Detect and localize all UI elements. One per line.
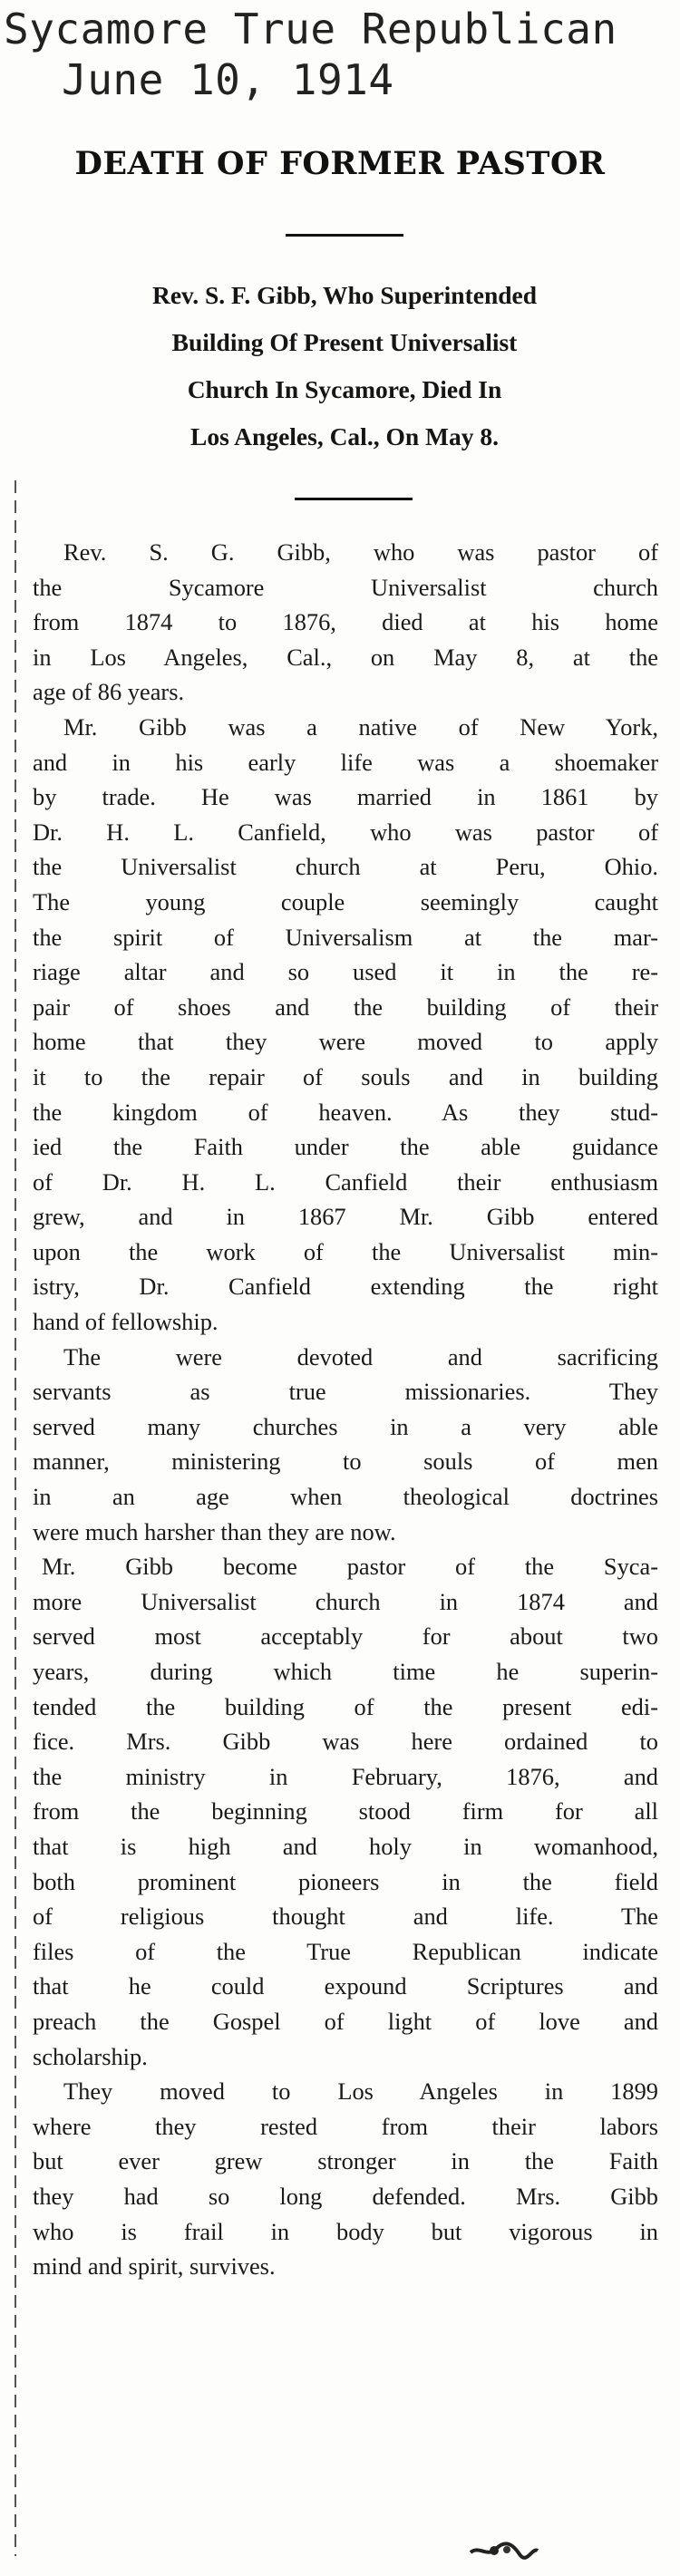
article-line: they had so long defended. Mrs. Gibb bbox=[33, 2182, 658, 2210]
article-line: the Universalist church at Peru, Ohio. bbox=[33, 853, 658, 881]
publication-date: June 10, 1914 bbox=[62, 55, 394, 104]
ink-smudge-mark bbox=[467, 2538, 539, 2563]
article-line: servants as true missionaries. They bbox=[33, 1378, 658, 1406]
article-line: the ministry in February, 1876, and bbox=[33, 1762, 658, 1790]
article-line: that he could expound Scriptures and bbox=[33, 1972, 658, 2000]
article-line: and in his early life was a shoemaker bbox=[33, 748, 658, 776]
article-line: The were devoted and sacrificing bbox=[63, 1342, 658, 1370]
article-body bbox=[33, 535, 658, 2284]
article-line: home that they were moved to apply bbox=[33, 1028, 658, 1056]
subhead-divider bbox=[295, 498, 413, 500]
article-line: Dr. H. L. Canfield, who was pastor of bbox=[33, 818, 658, 846]
article-line: fice. Mrs. Gibb was here ordained to bbox=[33, 1728, 658, 1756]
article-line: from 1874 to 1876, died at his home bbox=[33, 608, 658, 636]
headline: DEATH OF FORMER PASTOR bbox=[74, 145, 606, 182]
newspaper-name: Sycamore True Republican bbox=[4, 5, 617, 53]
article-line: where they rested from their labors bbox=[33, 2112, 658, 2140]
article-line: more Universalist church in 1874 and bbox=[33, 1587, 658, 1615]
article-line: both prominent pioneers in the field bbox=[33, 1867, 658, 1895]
article-line: who is frail in body but vigorous in bbox=[33, 2217, 658, 2245]
article-line: by trade. He was married in 1861 by bbox=[33, 783, 658, 811]
article-paragraph bbox=[33, 1340, 658, 1550]
article-line: upon the work of the Universalist min- bbox=[33, 1237, 658, 1265]
article-line: pair of shoes and the building of their bbox=[33, 993, 658, 1021]
article-line: tended the building of the present edi- bbox=[33, 1692, 658, 1720]
article-line: istry, Dr. Canfield extending the right bbox=[33, 1273, 658, 1301]
article-paragraph bbox=[33, 1549, 658, 2074]
article-line: hand of fellowship. bbox=[33, 1308, 219, 1336]
article-line: but ever grew stronger in the Faith bbox=[33, 2147, 658, 2175]
article-line: in Los Angeles, Cal., on May 8, at the bbox=[33, 643, 658, 671]
article-line: age of 86 years. bbox=[33, 678, 185, 706]
article-line: grew, and in 1867 Mr. Gibb entered bbox=[33, 1203, 658, 1231]
article-line: They moved to Los Angeles in 1899 bbox=[63, 2077, 658, 2106]
article-line: scholarship. bbox=[33, 2042, 148, 2070]
article-paragraph bbox=[33, 535, 658, 710]
article-line: Rev. S. G. Gibb, who was pastor of bbox=[63, 538, 658, 566]
article-line: ied the Faith under the able guidance bbox=[33, 1133, 658, 1161]
subhead-line: Church In Sycamore, Died In bbox=[187, 375, 502, 403]
subhead-line: Los Angeles, Cal., On May 8. bbox=[190, 422, 499, 450]
article-line: files of the True Republican indicate bbox=[33, 1937, 658, 1965]
article-paragraph bbox=[33, 2074, 658, 2284]
article-line: in an age when theological doctrines bbox=[33, 1483, 658, 1511]
article-line: riage altar and so used it in the re- bbox=[33, 958, 658, 986]
article-line: preach the Gospel of light of love and bbox=[33, 2007, 658, 2035]
masthead bbox=[0, 4, 680, 105]
article-line: served most acceptably for about two bbox=[33, 1622, 658, 1651]
article-line: Mr. Gibb become pastor of the Syca- bbox=[42, 1553, 658, 1581]
subheadline bbox=[36, 272, 653, 460]
article-line: that is high and holy in womanhood, bbox=[33, 1832, 658, 1860]
article-line: the kingdom of heaven. As they stud- bbox=[33, 1098, 658, 1126]
subhead-line: Building Of Present Universalist bbox=[171, 328, 518, 356]
article-line: the spirit of Universalism at the mar- bbox=[33, 923, 658, 951]
headline-divider bbox=[286, 234, 403, 237]
article-line: Mr. Gibb was a native of New York, bbox=[63, 712, 658, 741]
article-line: it to the repair of souls and in building bbox=[33, 1062, 658, 1090]
column-rule bbox=[15, 480, 16, 2556]
article-line: from the beginning stood firm for all bbox=[33, 1797, 658, 1825]
article-line: manner, ministering to souls of men bbox=[33, 1448, 658, 1476]
article-line: served many churches in a very able bbox=[33, 1412, 658, 1440]
subhead-line: Rev. S. F. Gibb, Who Superintended bbox=[151, 281, 538, 309]
article-line: The young couple seemingly caught bbox=[33, 887, 658, 915]
article-line: of religious thought and life. The bbox=[33, 1903, 658, 1931]
article-paragraph bbox=[33, 710, 658, 1340]
article-line: of Dr. H. L. Canfield their enthusiasm bbox=[33, 1167, 658, 1196]
article-line: the Sycamore Universalist church bbox=[33, 573, 658, 601]
article-line: mind and spirit, survives. bbox=[33, 2252, 276, 2281]
article-line: years, during which time he superin- bbox=[33, 1658, 658, 1685]
article-line: were much harsher than they are now. bbox=[33, 1517, 396, 1545]
